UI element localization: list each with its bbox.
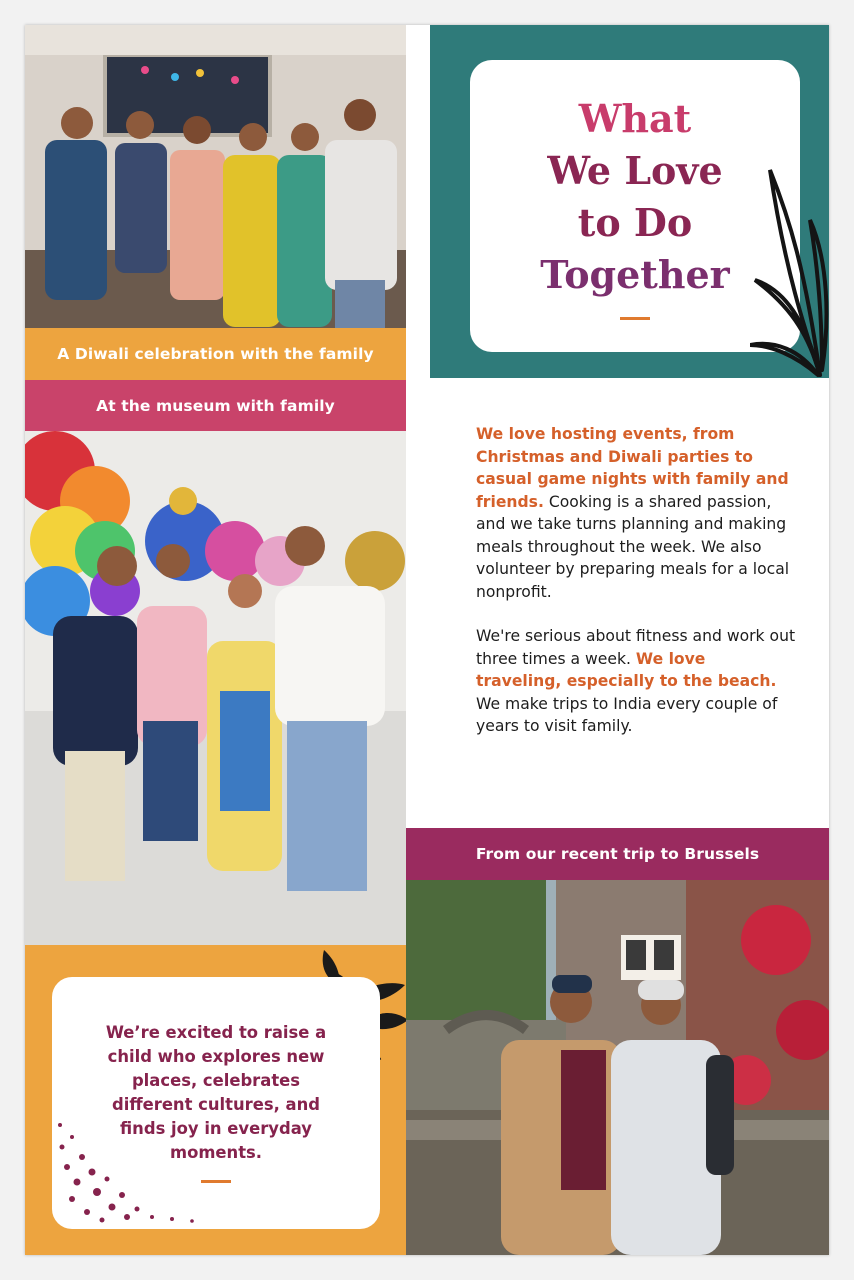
title-line-1: What bbox=[578, 95, 692, 141]
brussels-caption: From our recent trip to Brussels bbox=[406, 828, 829, 880]
quote-text: We’re excited to raise a child who explores new places, celebrates different cultures, and finds joy in everyday moments. bbox=[105, 1023, 327, 1162]
paragraph-fitness-rest: We make trips to India every couple of years to visit family. bbox=[476, 694, 778, 735]
paragraph-hosting bbox=[476, 423, 796, 603]
title-accent-dash bbox=[620, 317, 650, 320]
diwali-family-photo bbox=[25, 25, 406, 328]
title-line-4: Together bbox=[540, 251, 730, 297]
paragraph-hosting-rest: Cooking is a shared passion, and we take turns planning and making meals throughout the week. We also volunteer by preparing meals for a local nonprofit. bbox=[476, 492, 790, 601]
title-line-2: We Love bbox=[547, 147, 723, 193]
dot-pattern-icon bbox=[52, 1117, 202, 1229]
title-line-3: to Do bbox=[577, 199, 693, 245]
leaf-outline-icon bbox=[750, 160, 829, 380]
paragraph-fitness-start: We're serious about fitness and work out three times a week. bbox=[476, 627, 796, 668]
paragraph-hosting-highlight: We love hosting events, from Christmas and Diwali parties to casual game nights with family and friends. bbox=[476, 425, 789, 511]
title-background bbox=[430, 25, 829, 378]
body-text bbox=[476, 423, 796, 760]
museum-caption: At the museum with family bbox=[25, 380, 406, 431]
museum-family-photo bbox=[25, 431, 406, 945]
paragraph-travel-highlight: We love traveling, especially to the beach. bbox=[476, 649, 777, 690]
quote-card bbox=[52, 977, 380, 1229]
quote-accent-dash bbox=[201, 1180, 231, 1183]
paragraph-fitness bbox=[476, 625, 796, 738]
page bbox=[25, 25, 829, 1255]
diwali-caption: A Diwali celebration with the family bbox=[25, 328, 406, 380]
brussels-trip-photo bbox=[406, 880, 829, 1255]
